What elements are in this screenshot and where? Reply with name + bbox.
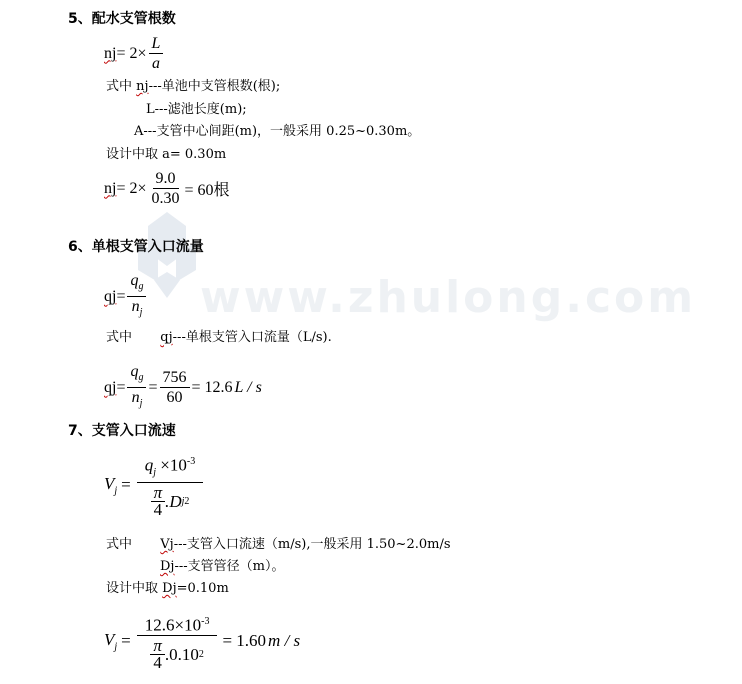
design-value-a: 设计中取 a= 0.30m [106,147,227,162]
formula-eq: = 2× [116,179,147,197]
formula-lhs: nj [104,179,117,197]
fraction-numerator: 756 [160,368,190,388]
design-value-dj [106,581,229,597]
fraction [127,271,146,322]
fraction [160,368,190,407]
formula-lhs: qj [104,287,117,305]
fraction-denominator: $n_j$ [131,298,143,319]
definition-term: Dj [160,559,175,574]
formula-unit: L / s [234,378,262,396]
formula-vj [104,452,205,518]
fraction-numerator: $q_g$ [127,362,146,388]
definition-qj [106,330,332,346]
fraction [137,612,218,671]
formula-result: = 1.60 [222,631,267,651]
definition-L: L---滤池长度(m); [146,102,247,117]
definition-prefix: 式中 [106,537,133,552]
formula-vj-calc [104,612,300,671]
formula-nj-calc [104,169,230,208]
fraction [127,362,146,413]
fraction-numerator: 9.0 [153,169,179,189]
section-5-heading: 5、配水支管根数 [68,11,176,27]
definition-a: A---支管中心间距(m)，一般采用 0.25~0.30m。 [134,124,421,139]
watermark-text: www.zhulong.com [200,272,697,323]
formula-eq: = 2× [116,44,147,62]
fraction [149,34,164,73]
fraction-numerator: $12.6\times 10^{-3}$ [137,612,218,636]
definition-prefix: 式中 [106,79,133,94]
fraction-denominator: 60 [166,389,183,407]
fraction-denominator: $n_j$ [131,389,143,410]
formula-nj [104,34,165,73]
definition-vj [106,537,451,553]
definition-term: qj [160,330,173,345]
formula-lhs: $V_j$ [104,630,118,653]
definition-text: ---单根支管入口流量（L/s). [172,330,332,345]
formula-unit: m / s [268,631,301,651]
formula-eq: = [121,475,131,495]
definition-term: Vj [160,537,174,552]
fraction [149,169,183,208]
definition-text: ---支管管径（m）。 [174,559,285,574]
definition-dj [160,559,284,575]
section-6-heading: 6、单根支管入口流量 [68,239,204,255]
formula-qj [104,271,148,322]
definition-text: ---支管入口流速（m/s),一般采用 1.50~2.0m/s [173,537,451,552]
fraction-numerator: $q_g$ [127,271,146,297]
formula-result: = 60根 [184,182,230,199]
fraction-denominator: $\frac{\pi}{4}$ .0.10 2 [147,636,207,671]
design-prefix: 设计中取 [106,581,163,596]
definition-text: ---单池中支管根数(根); [148,79,281,94]
definition-nj [106,79,280,95]
formula-eq: = [116,378,126,396]
formula-eq: = [116,287,126,305]
fraction-denominator: 0.30 [151,190,180,207]
fraction-denominator: a [151,55,160,72]
formula-lhs: nj [104,44,117,62]
formula-result: = 12.6 [191,378,233,396]
formula-lhs: qj [104,378,117,396]
formula-eq: = [121,631,131,651]
fraction-denominator: $\frac{\pi}{4}$ .D j 2 [148,483,193,518]
definition-prefix: 式中 [106,330,133,345]
fraction-numerator: $q_j \times 10^{-3}$ [137,452,203,483]
section-7-heading: 7、支管入口流速 [68,423,176,439]
design-term: Dj [162,581,177,596]
fraction-numerator: L [149,34,164,54]
design-text: =0.10m [176,581,229,596]
definition-term: nj [136,79,149,94]
formula-eq: = [148,378,158,396]
formula-lhs: $V_j$ [104,473,118,497]
formula-qj-calc [104,362,262,413]
fraction [137,452,203,518]
